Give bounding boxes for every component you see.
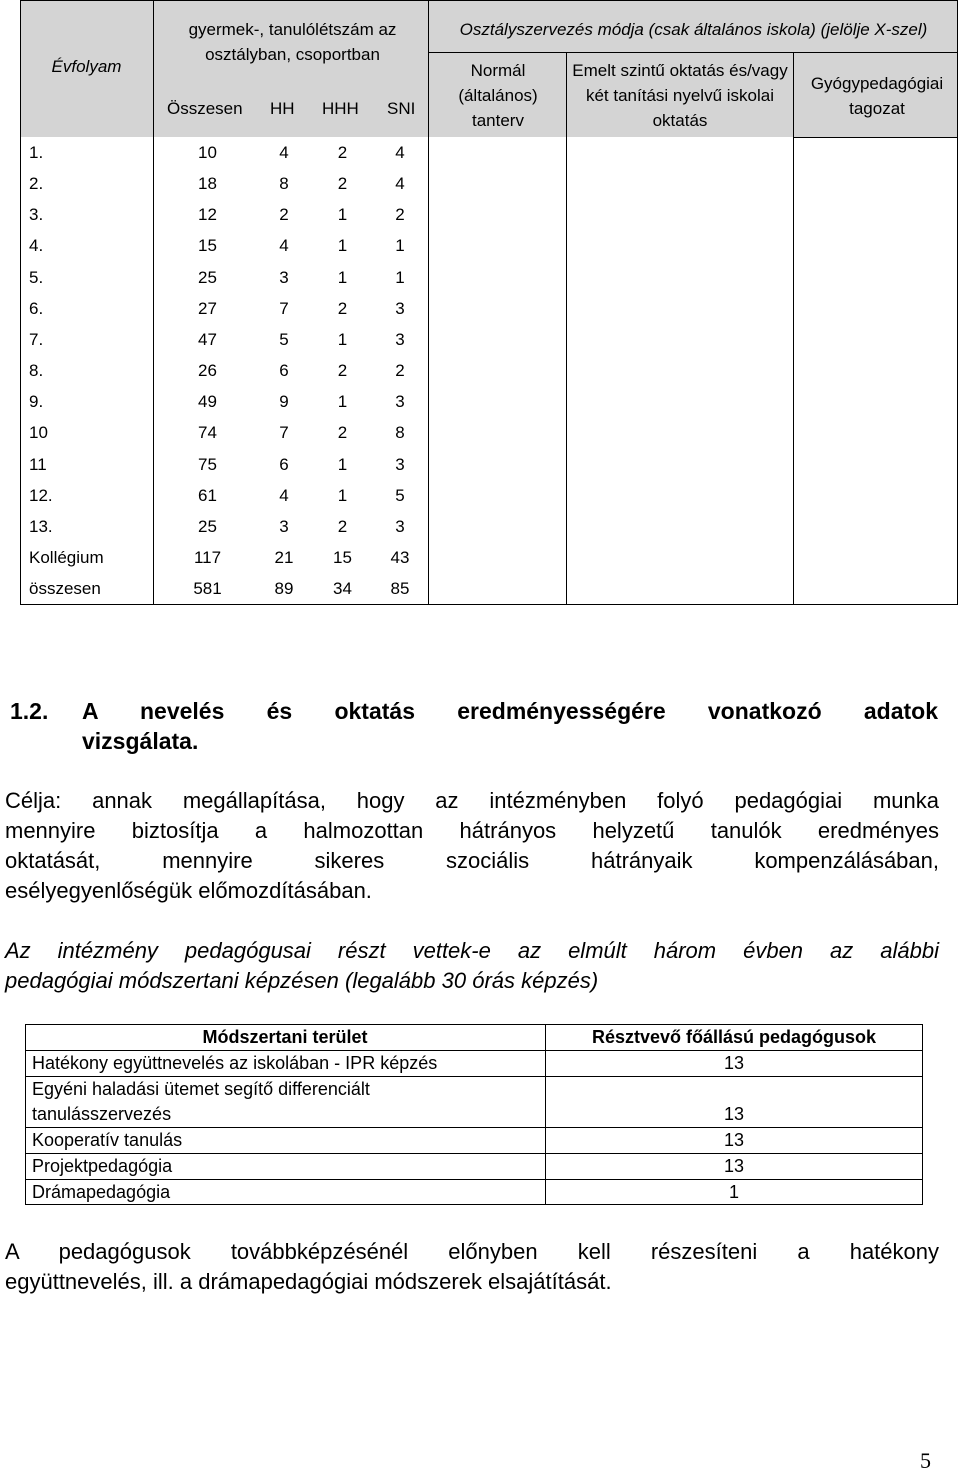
section-title-line1: A nevelés és oktatás eredményességére vonatkozó adatok [82,698,938,724]
training-area: Egyéni haladási ütemet segítő differenciált [32,1079,370,1099]
section-number: 1.2. [10,698,49,724]
table-cell-grade: 8. [29,361,44,381]
table-cell-grade: 10 [29,423,48,443]
training-count: 13 [723,1053,745,1073]
table-cell-total: 18 [198,174,217,194]
table-cell-total: 75 [198,454,217,474]
table-cell-hhh: 2 [337,298,348,318]
table-cell-hh: 9 [279,392,289,412]
table-cell-hhh: 1 [337,454,348,474]
table-cell-grade: összesen [29,579,101,599]
table-cell-hh: 5 [279,329,289,349]
section-heading [10,696,938,756]
table-cell-total: 49 [198,392,217,412]
table-cell-grade: 3. [29,205,44,225]
table-cell-total: 15 [198,236,217,256]
table-cell-hh: 7 [279,423,289,443]
table-cell-hhh: 2 [337,174,348,194]
table-cell-total: 25 [198,516,217,536]
purpose-line: mennyire biztosítja a halmozottan hátrányos helyzetű tanulók eredményes [5,818,939,843]
table-cell-sni: 4 [395,143,405,162]
section-title-line2: vizsgálata. [82,728,199,754]
question-paragraph [5,936,939,996]
table-cell-grade: Kollégium [29,547,104,567]
purpose-paragraph [5,786,939,906]
purpose-line: oktatását, mennyire sikeres szociális hátrányaik kompenzálásában, [5,848,939,873]
table-cell-total: 61 [198,485,217,505]
header-org-group: Osztályszervezés módja (csak általános iskola) (jelölje X-szel) [459,20,928,39]
training-table [25,1024,923,1205]
table-cell-grade: 4. [29,236,44,256]
table-cell-hhh: 15 [333,547,352,567]
table-cell-hhh: 1 [337,485,348,505]
table-cell-sni: 43 [390,547,410,567]
table-cell-sni: 1 [395,267,405,287]
training-count: 13 [723,1156,745,1176]
header-normal: Normál (általános) tanterv [458,61,538,130]
header-hhh: HHH [322,99,359,118]
table-cell-hh: 6 [279,454,289,474]
table-cell-sni: 4 [395,174,405,194]
table-cell-sni: 2 [395,361,405,381]
table-cell-total: 27 [198,298,217,318]
table-cell-total: 12 [198,205,217,225]
table-cell-hh: 89 [274,579,294,599]
table-cell-grade: 12. [29,485,53,505]
page-number: 5 [920,1448,931,1473]
table-cell-total: 26 [198,361,217,381]
table-cell-hhh: 1 [337,205,348,225]
training-count: 13 [723,1104,745,1124]
training-area: Kooperatív tanulás [32,1130,183,1150]
table-cell-hhh: 1 [337,236,348,256]
table-cell-hhh: 2 [337,143,348,162]
training-header-count: Résztvevő főállású pedagógusok [591,1027,877,1047]
table-cell-grade: 1. [29,143,44,162]
table-cell-grade: 9. [29,392,44,412]
table-cell-hh: 3 [279,267,289,287]
table-cell-grade: 11 [29,454,47,474]
training-area: Drámapedagógia [32,1182,171,1202]
table-cell-total: 117 [193,547,222,567]
purpose-line: Célja: annak megállapítása, hogy az intézményben folyó pedagógiai munka [5,788,939,813]
table-cell-grade: 7. [29,329,44,349]
table-cell-total: 47 [198,329,217,349]
table-cell-hhh: 2 [337,361,348,381]
table-cell-sni: 1 [395,236,405,256]
table-cell-total: 581 [193,579,222,599]
training-area: Projektpedagógia [32,1156,173,1176]
table-cell-sni: 85 [390,579,410,599]
table-cell-hh: 4 [279,143,289,162]
table-cell-hhh: 1 [337,392,348,412]
table-cell-hh: 4 [279,236,289,256]
table-cell-grade: 2. [29,174,44,194]
training-count: 1 [728,1182,739,1202]
table-cell-sni: 3 [395,329,405,349]
header-gyogy: Gyógypedagógiai tagozat [810,74,944,118]
table-cell-hh: 3 [279,516,289,536]
table-cell-total: 10 [198,143,217,162]
conclusion-paragraph [5,1237,939,1297]
table-cell-hhh: 34 [333,579,352,599]
table-cell-sni: 3 [395,454,405,474]
conclusion-line: együttnevelés, ill. a drámapedagógiai módszerek elsajátítását. [5,1269,612,1294]
header-sni: SNI [387,99,416,118]
table-cell-sni: 5 [395,485,405,505]
header-hh: HH [270,99,295,118]
training-area: Hatékony együttnevelés az iskolában - IPR képzés [32,1053,438,1073]
table-cell-hhh: 2 [337,423,348,443]
table-cell-sni: 2 [395,205,405,225]
conclusion-line: A pedagógusok továbbképzésénél előnyben kell részesíteni a hatékony [5,1239,939,1264]
table-cell-total: 25 [198,267,217,287]
table-cell-hh: 21 [274,547,294,567]
table-cell-hh: 7 [279,298,289,318]
table-cell-grade: 6. [29,298,44,318]
table-cell-hhh: 2 [337,516,348,536]
table-cell-grade: 13. [29,516,53,536]
question-line: pedagógiai módszertani képzésen (legalább 30 órás képzés) [5,968,599,993]
header-counts-group: gyermek-, tanulólétszám az osztályban, csoportban [188,20,397,64]
header-total: Összesen [167,99,243,118]
table-cell-hh: 4 [279,485,289,505]
table-cell-sni: 8 [395,423,405,443]
header-evfolyam: Évfolyam [51,57,122,76]
training-area-line2: tanulásszervezés [32,1104,172,1124]
training-count: 13 [723,1130,745,1150]
table-cell-total: 74 [198,423,217,443]
table-cell-hh: 6 [279,361,289,381]
table-cell-hhh: 1 [337,329,348,349]
training-header-area: Módszertani terület [202,1027,368,1047]
table-cell-hh: 8 [279,174,289,194]
table-cell-grade: 5. [29,267,44,287]
header-emelt: Emelt szintű oktatás és/vagy két tanítási nyelvű iskolai oktatás [572,61,788,130]
question-line: Az intézmény pedagógusai részt vettek-e az elmúlt három évben az alábbi [5,938,939,963]
table-cell-hh: 2 [279,205,289,225]
table-cell-sni: 3 [395,392,405,412]
class-size-table [20,0,958,605]
table-cell-hhh: 1 [337,267,348,287]
table-cell-sni: 3 [395,516,405,536]
purpose-line: esélyegyenlőségük előmozdításában. [5,878,372,903]
table-cell-sni: 3 [395,298,405,318]
